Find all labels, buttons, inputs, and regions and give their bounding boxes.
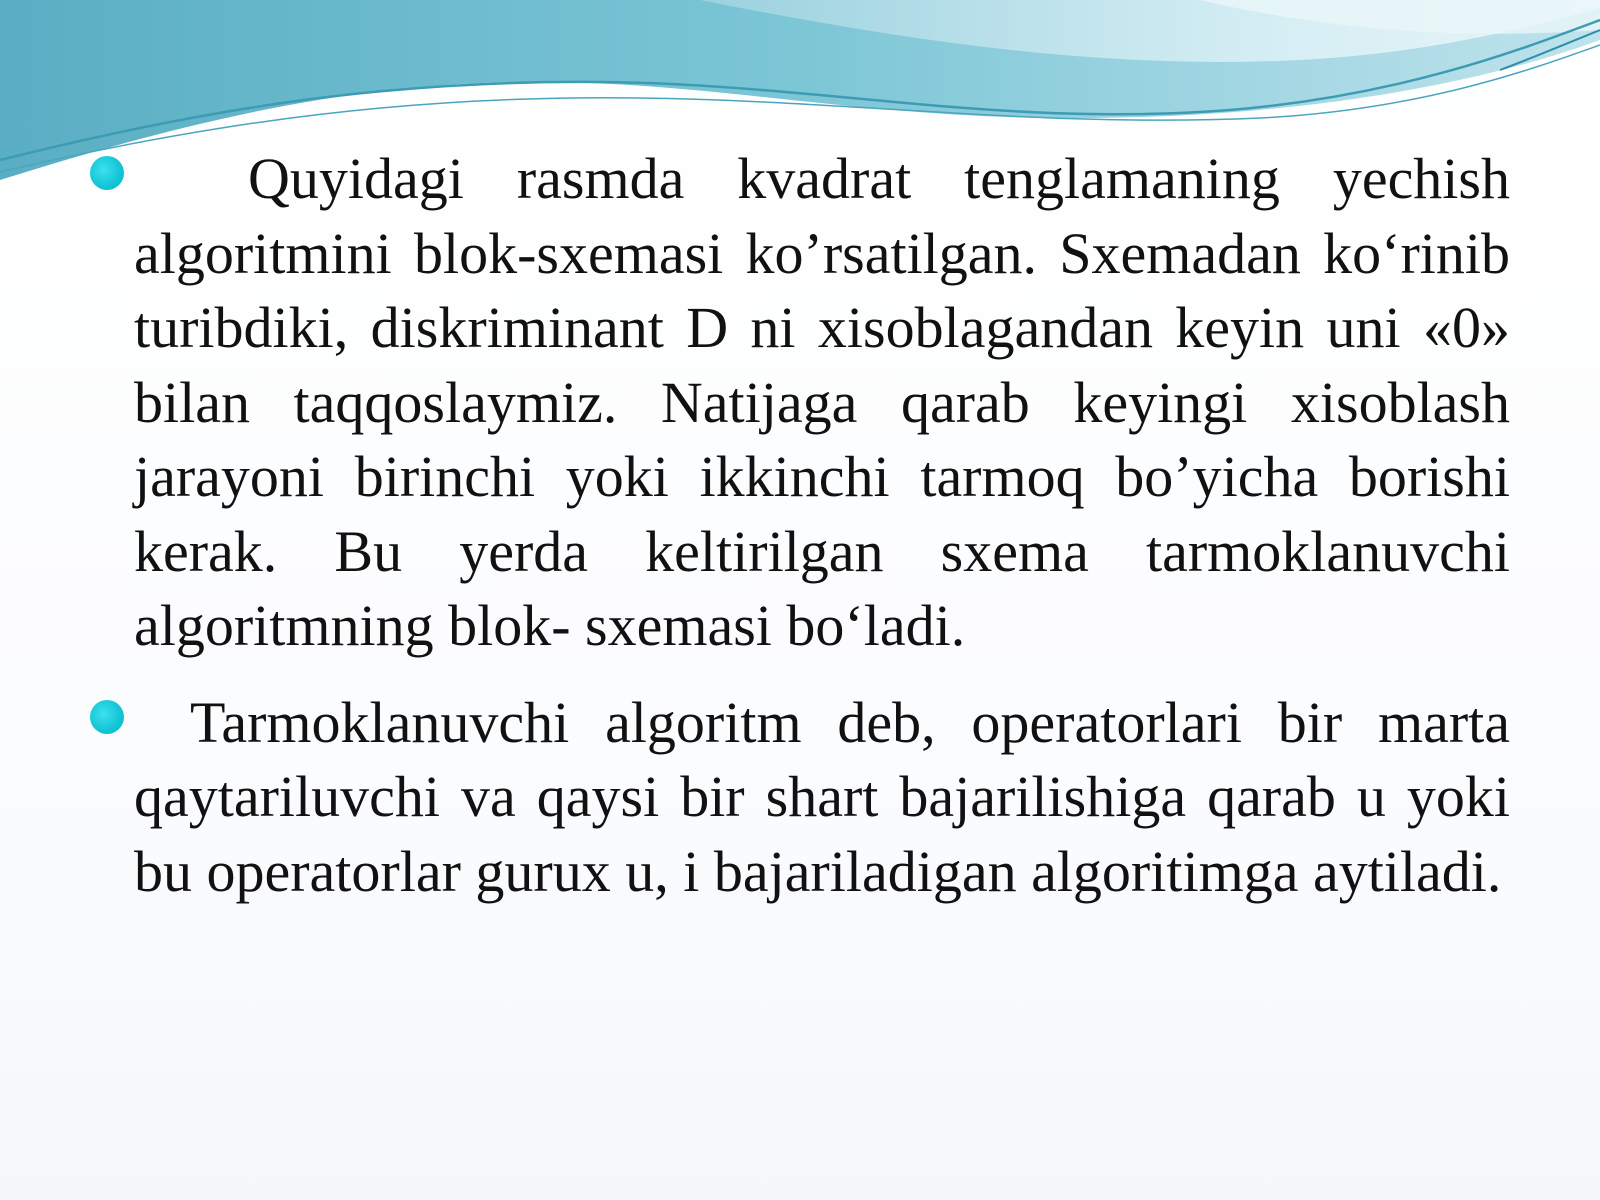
bullet-text: Tarmoklanuvchi algoritm deb, operatorlari bir marta qaytariluvchi va qaysi bir shart bajarilishiga qarab u yoki bu operatorlar gurux u, i bajariladigan algoritimga aytiladi. [134, 689, 1510, 904]
bullet-dot-icon [90, 156, 124, 190]
bullet-list [90, 142, 1510, 931]
bullet-text: Quyidagi rasmda kvadrat tenglamaning yechish algoritmini blok-sxemasi ko’rsatilgan. Sxemadan ko‘rinib turibdiki, diskriminant D ni xisoblagandan keyin uni «0» bilan taqqoslaymiz. Natijaga qarab keyingi xisoblash jarayoni birinchi yoki ikkinchi tarmoq bo’yicha borishi kerak. Bu yerda keltirilgan sxema tarmoklanuvchi algoritmning blok- sxemasi bo‘ladi. [134, 146, 1510, 658]
bullet-item [90, 686, 1510, 910]
bullet-dot-icon [90, 700, 124, 734]
bullet-item [90, 142, 1510, 664]
